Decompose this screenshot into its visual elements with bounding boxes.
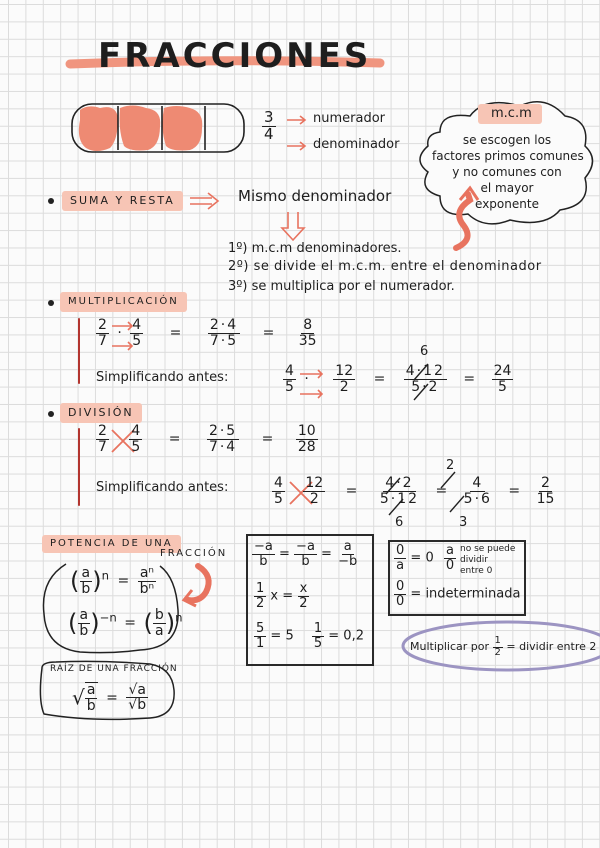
b1-r3ad: 1 <box>256 635 265 651</box>
pot-f1-ld: b <box>81 580 91 597</box>
pot-f2-rd: a <box>154 622 164 639</box>
equals: = <box>106 689 118 706</box>
equals: = <box>124 615 136 632</box>
box1-row2 <box>254 582 310 610</box>
pot-f2-rn: b <box>154 607 164 623</box>
div-ex1-r-d: 28 <box>297 438 316 455</box>
div-ex1-r-n: 10 <box>297 423 316 439</box>
mult-ex1-b-d: 5 <box>132 332 142 349</box>
div-ex1-a-d: 7 <box>98 438 107 455</box>
div-ex2-a-d: 5 <box>274 490 283 507</box>
mcm-line: se escogen los <box>462 133 552 147</box>
mult-dot: · <box>117 325 122 342</box>
b2-r2n: 0 <box>396 579 405 594</box>
mcm-cloud-text <box>432 132 582 212</box>
pot-f2-ln: a <box>79 607 89 623</box>
b1-n1: −a <box>254 539 273 554</box>
equals: = <box>463 371 476 388</box>
b2-r1n: 0 <box>396 543 405 558</box>
b1-n3: a <box>343 539 352 554</box>
suma-resta-result: Mismo denominador <box>238 187 392 205</box>
b1-r3aval: = 5 <box>270 628 294 644</box>
mult-ex1 <box>96 318 319 348</box>
potencia-f2: ( $\frac{a}{b}$ )$^{-n}$ = ( $\frac{b}{a}$ )$^n$ <box>68 607 183 639</box>
div-ex2-b-n: 12 <box>305 475 324 491</box>
div-ex2-a-n: 4 <box>274 475 283 491</box>
div-ex2 <box>272 476 556 506</box>
mult-ex1-b-n: 4 <box>132 317 142 333</box>
equals: = <box>345 483 358 500</box>
b2-r2val: = indeterminada <box>410 586 521 602</box>
mult-ex1-c-d: 7·5 <box>209 332 239 349</box>
pot-f2-exp: −n <box>99 610 117 625</box>
equals: = <box>279 546 290 562</box>
pot-f1-rd: bⁿ <box>139 580 155 597</box>
oval-text <box>410 636 596 658</box>
equals: = <box>508 483 521 500</box>
mult-dot: · <box>304 371 309 388</box>
mcm-line: factores primos comunes <box>432 149 584 163</box>
pot-f1-rn: aⁿ <box>139 565 154 581</box>
bullet <box>48 411 54 417</box>
multiplicacion-label: MULTIPLICACIÓN <box>60 292 187 312</box>
box1-row3 <box>254 622 364 650</box>
raiz-rn: √a <box>128 681 146 698</box>
numerator-arrow <box>287 116 305 124</box>
div-ex1-b-d: 5 <box>131 438 141 455</box>
b2-r1bn: a <box>446 543 454 558</box>
page-title: FRACCIONES <box>98 36 372 76</box>
div-simplify-label: Simplificando antes: <box>96 480 229 495</box>
mult-ex2-r-n: 24 <box>493 363 512 379</box>
div-ex2-c-d: 5·12 <box>379 490 420 507</box>
div-ex1-c-n: 2·5 <box>208 423 238 439</box>
mult-ex2-r-d: 5 <box>498 378 507 395</box>
div-ex1 <box>96 424 318 454</box>
box2-row2 <box>394 580 520 608</box>
potencia-f1: ( $\frac{a}{b}$ )$^n$ = $\frac{\text{aⁿ}}{\text{bⁿ}}$ <box>70 565 155 597</box>
b1-r3bval: = 0,2 <box>328 628 364 644</box>
b2-r1bd: 0 <box>445 557 455 573</box>
box2-note <box>460 544 515 577</box>
denominator-arrow <box>287 142 305 150</box>
div-ex2-r-d: 15 <box>536 490 555 507</box>
mult-ex2-c-n: 4·12 <box>405 363 445 379</box>
pot-f2-rexp: n <box>175 610 183 625</box>
suma-resta-label: SUMA Y RESTA <box>62 191 183 211</box>
b1-r3an: 5 <box>256 621 265 636</box>
equals: = <box>262 325 275 342</box>
div-ex2-d-below: 3 <box>459 515 468 530</box>
denominator-label: denominador <box>313 137 400 152</box>
raiz-ld: b <box>86 697 96 714</box>
denominator-digit: 4 <box>264 124 274 143</box>
b1-r2rd: 2 <box>299 595 308 611</box>
division-label: DIVISIÓN <box>60 403 142 423</box>
b1-r2rn: x <box>299 581 308 596</box>
equals: = <box>435 483 448 500</box>
oval-suffix: = dividir entre 2 <box>506 640 597 653</box>
oval-frac-d: 2 <box>494 646 501 658</box>
mult-ex2-c-d: 5·2 <box>411 378 440 395</box>
pot-f1-ln: a <box>81 565 91 581</box>
mult-ex1-c-n: 2·4 <box>209 317 239 333</box>
numerator-label: numerador <box>313 111 386 126</box>
b1-r2mid: x = <box>270 588 294 604</box>
raiz-rd: √b <box>128 697 147 714</box>
b2-r1val: = 0 <box>410 550 434 566</box>
div-ex2-d-n: 4 <box>472 475 484 491</box>
equals: = <box>373 371 386 388</box>
b2-note-3: entre 0 <box>460 566 493 576</box>
potencia-label: POTENCIA DE UNA <box>42 535 181 553</box>
b1-d1: b <box>259 553 268 569</box>
b2-note-1: no se puede <box>460 544 516 554</box>
step-3: 3º) se multiplica por el numerador. <box>228 279 455 294</box>
mult-ex2 <box>283 364 513 394</box>
mult-ex2-b-d: 2 <box>339 378 349 395</box>
potencia-label-2: FRACCIÓN <box>160 548 228 559</box>
b1-d2: b <box>301 553 310 569</box>
pot-f1-exp: n <box>101 568 110 583</box>
mult-vline <box>78 318 80 384</box>
equals: = <box>261 431 274 448</box>
b2-r1d: a <box>396 557 405 573</box>
equals: = <box>169 325 182 342</box>
mult-ex2-above: 6 <box>420 344 429 359</box>
b1-r3bd: 5 <box>313 635 323 651</box>
oval-frac-n: 1 <box>494 635 501 646</box>
box2-row1 <box>394 544 456 572</box>
b1-r2d: 2 <box>256 595 265 611</box>
bullet <box>48 300 54 306</box>
mult-ex1-a-n: 2 <box>98 317 107 333</box>
mult-ex1-r-d: 35 <box>298 332 317 349</box>
mult-ex2-b-n: 12 <box>335 363 354 379</box>
mcm-line: exponente <box>475 197 539 211</box>
step-1: 1º) m.c.m denominadores. <box>228 241 402 256</box>
equals: = <box>321 546 332 562</box>
equals: = <box>117 573 130 590</box>
box1-row1 <box>252 540 359 568</box>
b2-note-2: dividir <box>460 555 488 565</box>
div-ex1-b-n: 4 <box>131 423 141 439</box>
sum-arrow <box>190 193 218 209</box>
div-ex2-d-d: 5·6 <box>463 490 492 507</box>
bullet <box>48 198 54 204</box>
raiz-formula: √ $\frac{a}{b}$ = $\frac{√a}{√b}$ <box>72 681 147 714</box>
numerator-digit: 3 <box>264 108 274 126</box>
down-arrow <box>282 212 304 240</box>
div-vline <box>78 428 80 506</box>
b1-n2: −a <box>296 539 315 554</box>
div-ex2-r-n: 2 <box>541 475 550 491</box>
mult-simplify-label: Simplificando antes: <box>96 370 229 385</box>
mult-ex1-a-d: 7 <box>98 332 107 349</box>
raiz-label: RAÍZ DE UNA FRACCIÓN <box>50 664 178 674</box>
header-fraction <box>262 110 276 143</box>
equals: = <box>168 431 181 448</box>
mult-ex1-r-n: 8 <box>303 317 313 333</box>
b1-r3bn: 1 <box>313 621 323 636</box>
div-ex2-top: 2 <box>446 458 455 473</box>
mcm-line: el mayor <box>480 181 534 195</box>
pot-f2-ld: b <box>79 622 89 639</box>
raiz-ln: a <box>86 682 96 698</box>
b1-r2n: 1 <box>256 581 265 596</box>
mult-ex2-a-n: 4 <box>285 363 294 379</box>
curved-arrow <box>188 566 209 600</box>
mcm-line: y no comunes con <box>452 165 562 179</box>
mult-ex2-a-d: 5 <box>285 378 294 395</box>
div-ex1-c-d: 7·4 <box>208 438 238 455</box>
div-ex2-b-d: 2 <box>309 490 319 507</box>
oval-prefix: Multiplicar por <box>410 640 490 653</box>
mcm-title: m.c.m <box>491 106 532 121</box>
step-2: 2º) se divide el m.c.m. entre el denominador <box>228 259 542 274</box>
div-ex1-a-n: 2 <box>98 423 107 439</box>
b2-r2d: 0 <box>396 593 405 609</box>
div-ex2-below: 6 <box>395 515 404 530</box>
div-ex2-c-n: 4·2 <box>385 475 414 491</box>
b1-d3: −b <box>338 553 358 569</box>
